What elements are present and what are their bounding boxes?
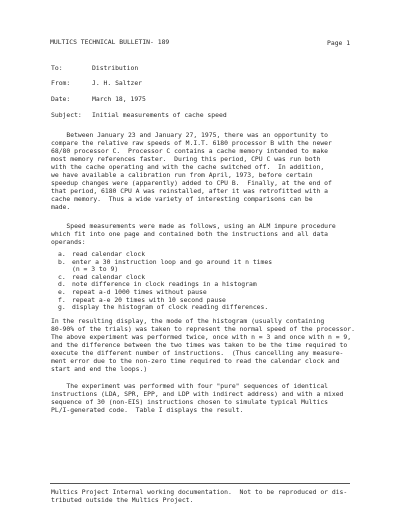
text-line: operands: (51, 238, 86, 246)
text-line: speedup changes were (apparently) added to CPU B. Finally, at the end of (51, 179, 332, 187)
text-line: that period, 6180 CPU A was reinstalled, after it was retrofitted with a (51, 187, 329, 195)
from-value: J. H. Saltzer (92, 79, 143, 87)
text-line: execute the different number of instructions. (Thus cancelling any measure- (51, 349, 344, 357)
paragraph-results (51, 317, 355, 373)
date-value: March 18, 1975 (92, 95, 146, 103)
text-line: start and end the loops.) (51, 365, 148, 373)
text-line: cache memory. Thus a wide variety of interesting comparisons can be (51, 195, 313, 203)
paragraph-intro (51, 131, 351, 211)
text-line: PL/I-generated code. Table I displays the result. (51, 406, 244, 414)
bulletin-title: MULTICS TECHNICAL BULLETIN- 189 (50, 38, 170, 46)
text-line: instructions (LDA, SPR, EPP, and LDP with indirect address) and with a mixed (51, 390, 344, 398)
paragraph-method (51, 222, 351, 246)
subject-value: Initial measurements of cache speed (92, 111, 227, 119)
footer-divider (50, 483, 350, 484)
list-item: d. note difference in clock readings in a histogram (58, 280, 257, 289)
text-line: which fit into one page and contained both the instructions and all data (51, 230, 329, 238)
list-item: (n = 3 to 9) (72, 265, 119, 274)
text-line: Between January 23 and January 27, 1975, there was an opportunity to (51, 131, 329, 139)
list-item: g. display the histogram of clock reading differences. (58, 303, 269, 312)
text-line: 68/80 processor C. Processor C contains a cache memory intended to make (51, 147, 329, 155)
text-line: Speed measurements were made as follows, using an ALM impure procedure (51, 222, 336, 230)
list-item: c. read calendar clock (58, 272, 146, 281)
text-line: we have available a calibration run from April, 1973, before certain (51, 171, 313, 179)
list-item: a. read calendar clock (58, 250, 146, 258)
text-line: The above experiment was performed twice, once with n = 3 and once with n = 9, (51, 333, 352, 341)
footer-notice (51, 488, 351, 504)
list-item: f. repeat a-e 20 times with 10 second pause (58, 295, 226, 304)
from-label: From: (51, 79, 71, 87)
text-line: Multics Project Internal working documentation. Not to be reproduced or dis- (51, 488, 348, 496)
text-line: The experiment was performed with four "pure" sequences of identical (51, 382, 329, 390)
text-line: compare the relative raw speeds of M.I.T. 6180 processor B with the newer (51, 139, 332, 147)
list-item: e. repeat a-d 1000 times without pause (58, 287, 207, 296)
to-label: To: (51, 64, 63, 72)
procedure-steps (58, 251, 272, 312)
text-line: most memory references faster. During this period, CPU C was run both (51, 155, 321, 163)
page-number: Page 1 (327, 39, 351, 47)
list-item: b. enter a 30 instruction loop and go around it n times (58, 257, 273, 266)
subject-label: Subject: (51, 111, 82, 119)
text-line: In the resulting display, the mode of the histogram (usually containing (51, 317, 325, 325)
text-line: with the cache operating and with the cache switched off. In addition, (51, 163, 325, 171)
text-line: sequence of 30 (non-EIS) instructions chosen to simulate typical Multics (51, 398, 329, 406)
date-label: Date: (51, 95, 71, 103)
text-line: and the difference between the two times was taken to be the time required to (51, 341, 348, 349)
to-value: Distribution (92, 64, 139, 72)
text-line: made. (51, 203, 71, 211)
text-line: tributed outside the Multics Project. (51, 496, 194, 504)
text-line: ment error due to the non-zero time required to read the calendar clock and (51, 357, 340, 365)
paragraph-experiment (51, 382, 351, 414)
text-line: 80-90% of the trials) was taken to represent the normal speed of the processor. (51, 325, 355, 333)
